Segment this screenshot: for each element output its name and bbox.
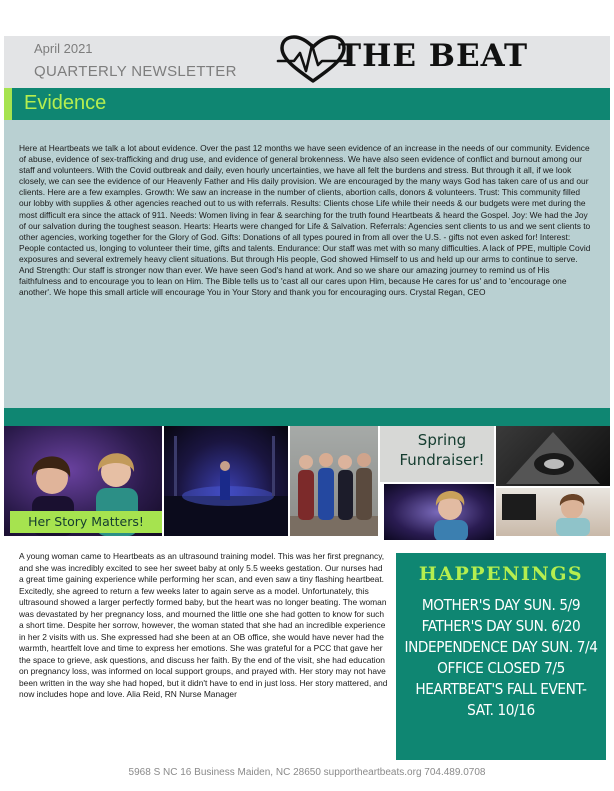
happenings-heading: HAPPENINGS (418, 563, 584, 585)
photo-event-speaker (384, 484, 494, 540)
issue-date: April 2021 (34, 41, 93, 56)
newsletter-title: THE BEAT (338, 38, 529, 74)
photo-stage-event (164, 426, 288, 536)
issue-type: QUARTERLY NEWSLETTER (34, 63, 237, 80)
evidence-heading: Evidence (24, 92, 107, 114)
photo-ultrasound-image (496, 426, 610, 486)
patient-story-article: A young woman came to Heartbeats as an ultrasound training model. This was her first pregnancy, and she was incredibly excited to see her sweet baby at only 5.5 weeks gestation. Our nurses had a great time gaining experience while performing her scan, and even saw a tiny flashing heartbeat. Excitedly, she agreed to return a few weeks later to again serve as a model. Unfortunately, this ultrasound showed a larger perfectly formed baby, but the heart was no longer beating. The woman was devastated by her pregnancy loss, and mourned the little one she had gotten to know for such a short time. Despite her sorrow, however, the woman stated that she had an incredible experience in her 2 visits with us. She expressed had she been at an OB office, she would have never had the warmth, heartfelt love and time to express her emotions. She was grateful for a PCC that gave her the space to grieve, ask questions, and discuss her faith. By the end of the visit, she had education on pregnancy loss, was informed on local support groups, and prayed with. Her story may not have been written in the way she had hoped, but it didn't have to end in just loss. Her story mattered, and now includes hope and love. Alia Reid, RN Nurse Manager (19, 551, 388, 699)
happenings-item: OFFICE CLOSED 7/5 (437, 659, 565, 677)
happenings-item: HEARTBEAT'S FALL EVENT- (415, 680, 587, 698)
her-story-matters-label: Her Story Matters! (10, 511, 162, 533)
happenings-list (396, 595, 606, 721)
evidence-article: Here at Heartbeats we talk a lot about evidence. Over the past 12 months we have seen evidence of an increase in the needs of our community. Evidence of abuse, evidence of sex-trafficking and drug use, and evidence of general brokenness. We have also seen evidence of conflict and burnout among our staff and volunteers. With the Covid outbreak and daily, even hourly uncertainties, we have all felt the burdens and stress. But through it all, if we look closely, we can see the evidence of our Heavenly Father and His daily provision. We are encouraged by the many ways God has taken care of us and our clients. Here are a few examples. Growth: We saw an increase in the number of clients, abortion calls, donors & volunteers. Trust: This community filled our lobby with supplies & other agencies reached out to us with referrals. Results: Clients chose Life while their needs & our budgets were met during the most difficult era since the attack of 911. Needs: Women living in fear & searching for the truth found Heartbeats & heard the Gospel. Joy: We had the Joy of our salvation during the toughest season. Hearts: Hearts were changed for Life & Salvation. Referrals: Agencies sent clients to us and we sent clients to other agencies, working together for the Glory of God. Gifts: Donations of all types poured in from all over the U.S. - gifts not even asked for! Interest: People contacted us, longing to volunteer their time, gifts and talents. Endurance: Our staff was met with so many difficulties. A lack of PPE, multiple Covid exposures and several extremely heavy client situations. But through His people, God showed Himself to us and held up our arms to continue to serve. And Strength: Our staff is stronger now than ever. We have seen God's hand at work. And so we share our amazing journey to remind us of His faithfulness and to encourage you to lean on Him. The Bible tells us to 'cast all our cares upon Him, because He cares for us' and to 'encourage one another'. We hope this small article will encourage You in Your Story and thank you for encouraging ours. Crystal Regan, CEO (19, 143, 591, 298)
photo-ultrasound-scan (496, 488, 610, 536)
spring-fundraiser-label: Spring Fundraiser! (399, 431, 485, 469)
section-divider (4, 408, 610, 426)
happenings-item: INDEPENDENCE DAY SUN. 7/4 (404, 638, 598, 656)
photo-staff-group (290, 426, 378, 536)
happenings-item: FATHER'S DAY SUN. 6/20 (421, 617, 581, 635)
happenings-item: MOTHER'S DAY SUN. 5/9 (421, 596, 581, 614)
evidence-banner-accent (4, 88, 12, 120)
happenings-item: SAT. 10/16 (467, 701, 535, 719)
footer-contact: 5968 S NC 16 Business Maiden, NC 28650 supportheartbeats.org 704.489.0708 (128, 767, 486, 778)
